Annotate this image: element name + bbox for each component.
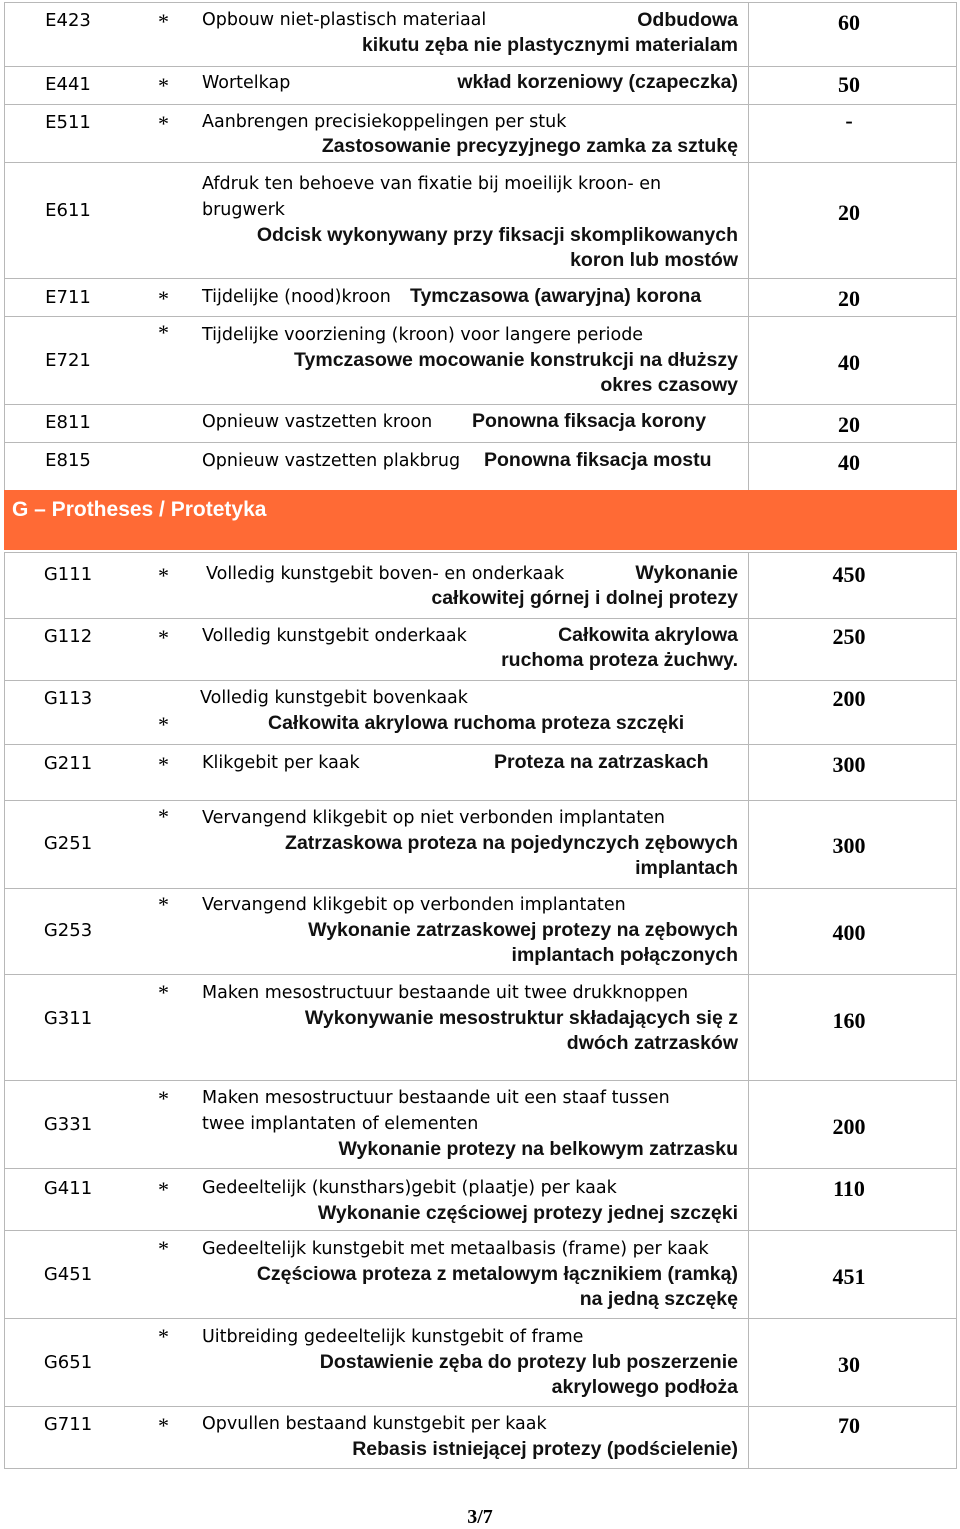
description-nl: Wortelkap <box>202 73 291 93</box>
row-divider <box>4 680 957 681</box>
asterisk-mark: * <box>158 320 169 345</box>
description-pl: dwóch zatrzasków <box>566 1032 738 1054</box>
description-nl: Volledig kunstgebit bovenkaak <box>200 688 468 708</box>
row-divider <box>4 278 957 279</box>
description-nl: Aanbrengen precisiekoppelingen per stuk <box>202 112 567 132</box>
price: 400 <box>832 920 866 945</box>
description-nl: Opnieuw vastzetten kroon <box>202 412 433 432</box>
treatment-code: E811 <box>45 412 91 433</box>
description-nl: Opnieuw vastzetten plakbrug <box>202 451 461 471</box>
table-border <box>956 2 957 490</box>
description-pl: kikutu zęba nie plastycznymi materialam <box>361 34 738 56</box>
asterisk-mark: * <box>158 712 169 737</box>
asterisk-mark: * <box>158 1086 169 1111</box>
asterisk-mark: * <box>158 563 169 588</box>
asterisk-mark: * <box>158 1324 169 1349</box>
asterisk-mark: * <box>158 892 169 917</box>
description-nl: Opvullen bestaand kunstgebit per kaak <box>202 1414 547 1434</box>
description-pl: Odbudowa <box>637 9 738 31</box>
treatment-code: E511 <box>45 112 91 133</box>
description-nl: Gedeeltelijk kunstgebit met metaalbasis (frame) per kaak <box>202 1239 709 1259</box>
price: 40 <box>838 450 860 475</box>
row-divider <box>4 1318 957 1319</box>
asterisk-mark: * <box>158 286 169 311</box>
asterisk-mark: * <box>158 752 169 777</box>
description-nl: brugwerk <box>202 200 285 220</box>
description-nl: Opbouw niet-plastisch materiaal <box>202 10 487 30</box>
asterisk-mark: * <box>158 804 169 829</box>
description-pl: Zatrzaskowa proteza na pojedynczych zębowych <box>285 832 738 854</box>
row-divider <box>4 1230 957 1231</box>
description-nl: Tijdelijke voorziening (kroon) voor langere periode <box>202 325 644 345</box>
description-pl: Całkowita akrylowa <box>558 624 738 646</box>
price: - <box>845 108 853 133</box>
description-nl: Volledig kunstgebit onderkaak <box>202 626 467 646</box>
asterisk-mark: * <box>158 111 169 136</box>
description-nl: Maken mesostructuur bestaande uit twee drukknoppen <box>202 983 689 1003</box>
treatment-code: G711 <box>43 1414 93 1435</box>
price: 200 <box>832 686 866 711</box>
treatment-code: E611 <box>45 200 91 221</box>
row-divider <box>4 800 957 801</box>
row-divider <box>4 888 957 889</box>
asterisk-mark: * <box>158 625 169 650</box>
treatment-code: G331 <box>43 1114 93 1135</box>
treatment-code: G651 <box>43 1352 93 1373</box>
price: 200 <box>832 1114 866 1139</box>
description-nl: Tijdelijke (nood)kroon <box>202 287 391 307</box>
price: 20 <box>838 286 860 311</box>
treatment-code: G253 <box>43 920 93 941</box>
treatment-code: G451 <box>43 1264 93 1285</box>
description-pl: Ponowna fiksacja korony <box>472 410 707 432</box>
description-pl: okres czasowy <box>600 374 738 396</box>
section-title: G – Protheses / Protetyka <box>12 498 267 521</box>
description-nl: Klikgebit per kaak <box>202 753 360 773</box>
asterisk-mark: * <box>158 980 169 1005</box>
row-divider <box>4 66 957 67</box>
description-pl: Wykonanie protezy na belkowym zatrzasku <box>338 1138 738 1160</box>
row-divider <box>4 744 957 745</box>
row-divider <box>4 1406 957 1407</box>
description-nl: Afdruk ten behoeve van fixatie bij moeilijk kroon- en <box>202 174 662 194</box>
description-pl: na jedną szczękę <box>579 1288 738 1310</box>
price: 40 <box>838 350 860 375</box>
treatment-code: G411 <box>43 1178 93 1199</box>
description-pl: ruchoma proteza żuchwy. <box>501 649 738 671</box>
row-divider <box>4 1468 957 1469</box>
description-nl: Vervangend klikgebit op verbonden implantaten <box>202 895 626 915</box>
description-pl: Wykonanie zatrzaskowej protezy na zębowych <box>308 919 738 941</box>
description-pl: implantach połączonych <box>511 944 738 966</box>
description-pl: Tymczasowa (awaryjna) korona <box>410 285 702 307</box>
price: 160 <box>832 1008 866 1033</box>
description-pl: Wykonanie <box>635 562 738 584</box>
description-nl: Volledig kunstgebit boven- en onderkaak <box>206 564 565 584</box>
price: 450 <box>832 562 866 587</box>
price: 50 <box>838 72 860 97</box>
description-pl: Odcisk wykonywany przy fiksacji skomplikowanych <box>256 224 738 246</box>
description-pl: Ponowna fiksacja mostu <box>484 449 712 471</box>
treatment-code: G211 <box>43 753 93 774</box>
section-header <box>4 490 957 550</box>
description-pl: Rebasis istniejącej protezy (podścielenie) <box>352 1438 738 1460</box>
description-pl: Zastosowanie precyzyjnego zamka za sztukę <box>321 135 738 157</box>
asterisk-mark: * <box>158 1236 169 1261</box>
price: 20 <box>838 200 860 225</box>
price: 110 <box>833 1176 865 1201</box>
page-number: 3/7 <box>467 1506 493 1528</box>
description-pl: Proteza na zatrzaskach <box>494 751 709 773</box>
price: 60 <box>838 10 860 35</box>
description-nl: twee implantaten of elementen <box>202 1114 479 1134</box>
row-divider <box>4 2 957 3</box>
price: 70 <box>838 1413 860 1438</box>
description-pl: Częściowa proteza z metalowym łącznikiem (ramką) <box>256 1263 738 1285</box>
price: 250 <box>832 624 866 649</box>
treatment-code: G112 <box>43 626 93 647</box>
description-pl: Tymczasowe mocowanie konstrukcji na dłuższy <box>294 349 738 371</box>
description-pl: Dostawienie zęba do protezy lub poszerzenie <box>319 1351 738 1373</box>
treatment-code: G251 <box>43 833 93 854</box>
row-divider <box>4 404 957 405</box>
row-divider <box>4 1080 957 1081</box>
description-pl: implantach <box>635 857 738 879</box>
treatment-code: G311 <box>43 1008 93 1029</box>
asterisk-mark: * <box>158 9 169 34</box>
row-divider <box>4 162 957 163</box>
price: 451 <box>832 1264 866 1289</box>
treatment-code: E711 <box>45 287 91 308</box>
treatment-code: E721 <box>45 350 91 371</box>
price: 30 <box>838 1352 860 1377</box>
asterisk-mark: * <box>158 1413 169 1438</box>
description-pl: akrylowego podłoża <box>551 1376 738 1398</box>
description-pl: Wykonanie częściowej protezy jednej szczęki <box>317 1202 738 1224</box>
description-pl: Całkowita akrylowa ruchoma proteza szczęki <box>268 712 685 734</box>
row-divider <box>4 316 957 317</box>
row-divider <box>4 442 957 443</box>
price: 300 <box>832 752 866 777</box>
treatment-code: E423 <box>45 10 91 31</box>
price: 300 <box>832 833 866 858</box>
treatment-code: G113 <box>43 688 93 709</box>
row-divider <box>4 974 957 975</box>
row-divider <box>4 1168 957 1169</box>
row-divider <box>4 618 957 619</box>
treatment-code: G111 <box>43 564 93 585</box>
description-pl: wkład korzeniowy (czapeczka) <box>457 71 738 93</box>
asterisk-mark: * <box>158 1177 169 1202</box>
row-divider <box>4 552 957 553</box>
asterisk-mark: * <box>158 73 169 98</box>
treatment-code: E441 <box>45 74 91 95</box>
row-divider <box>4 104 957 105</box>
description-nl: Gedeeltelijk (kunsthars)gebit (plaatje) per kaak <box>202 1178 617 1198</box>
description-pl: całkowitej górnej i dolnej protezy <box>431 587 738 609</box>
description-nl: Uitbreiding gedeeltelijk kunstgebit of frame <box>202 1327 584 1347</box>
description-pl: Wykonywanie mesostruktur składających się z <box>304 1007 738 1029</box>
description-pl: koron lub mostów <box>570 249 738 271</box>
price: 20 <box>838 412 860 437</box>
table-border <box>956 552 957 1468</box>
description-nl: Maken mesostructuur bestaande uit een staaf tussen <box>202 1088 670 1108</box>
treatment-code: E815 <box>45 450 91 471</box>
description-nl: Vervangend klikgebit op niet verbonden implantaten <box>202 808 665 828</box>
